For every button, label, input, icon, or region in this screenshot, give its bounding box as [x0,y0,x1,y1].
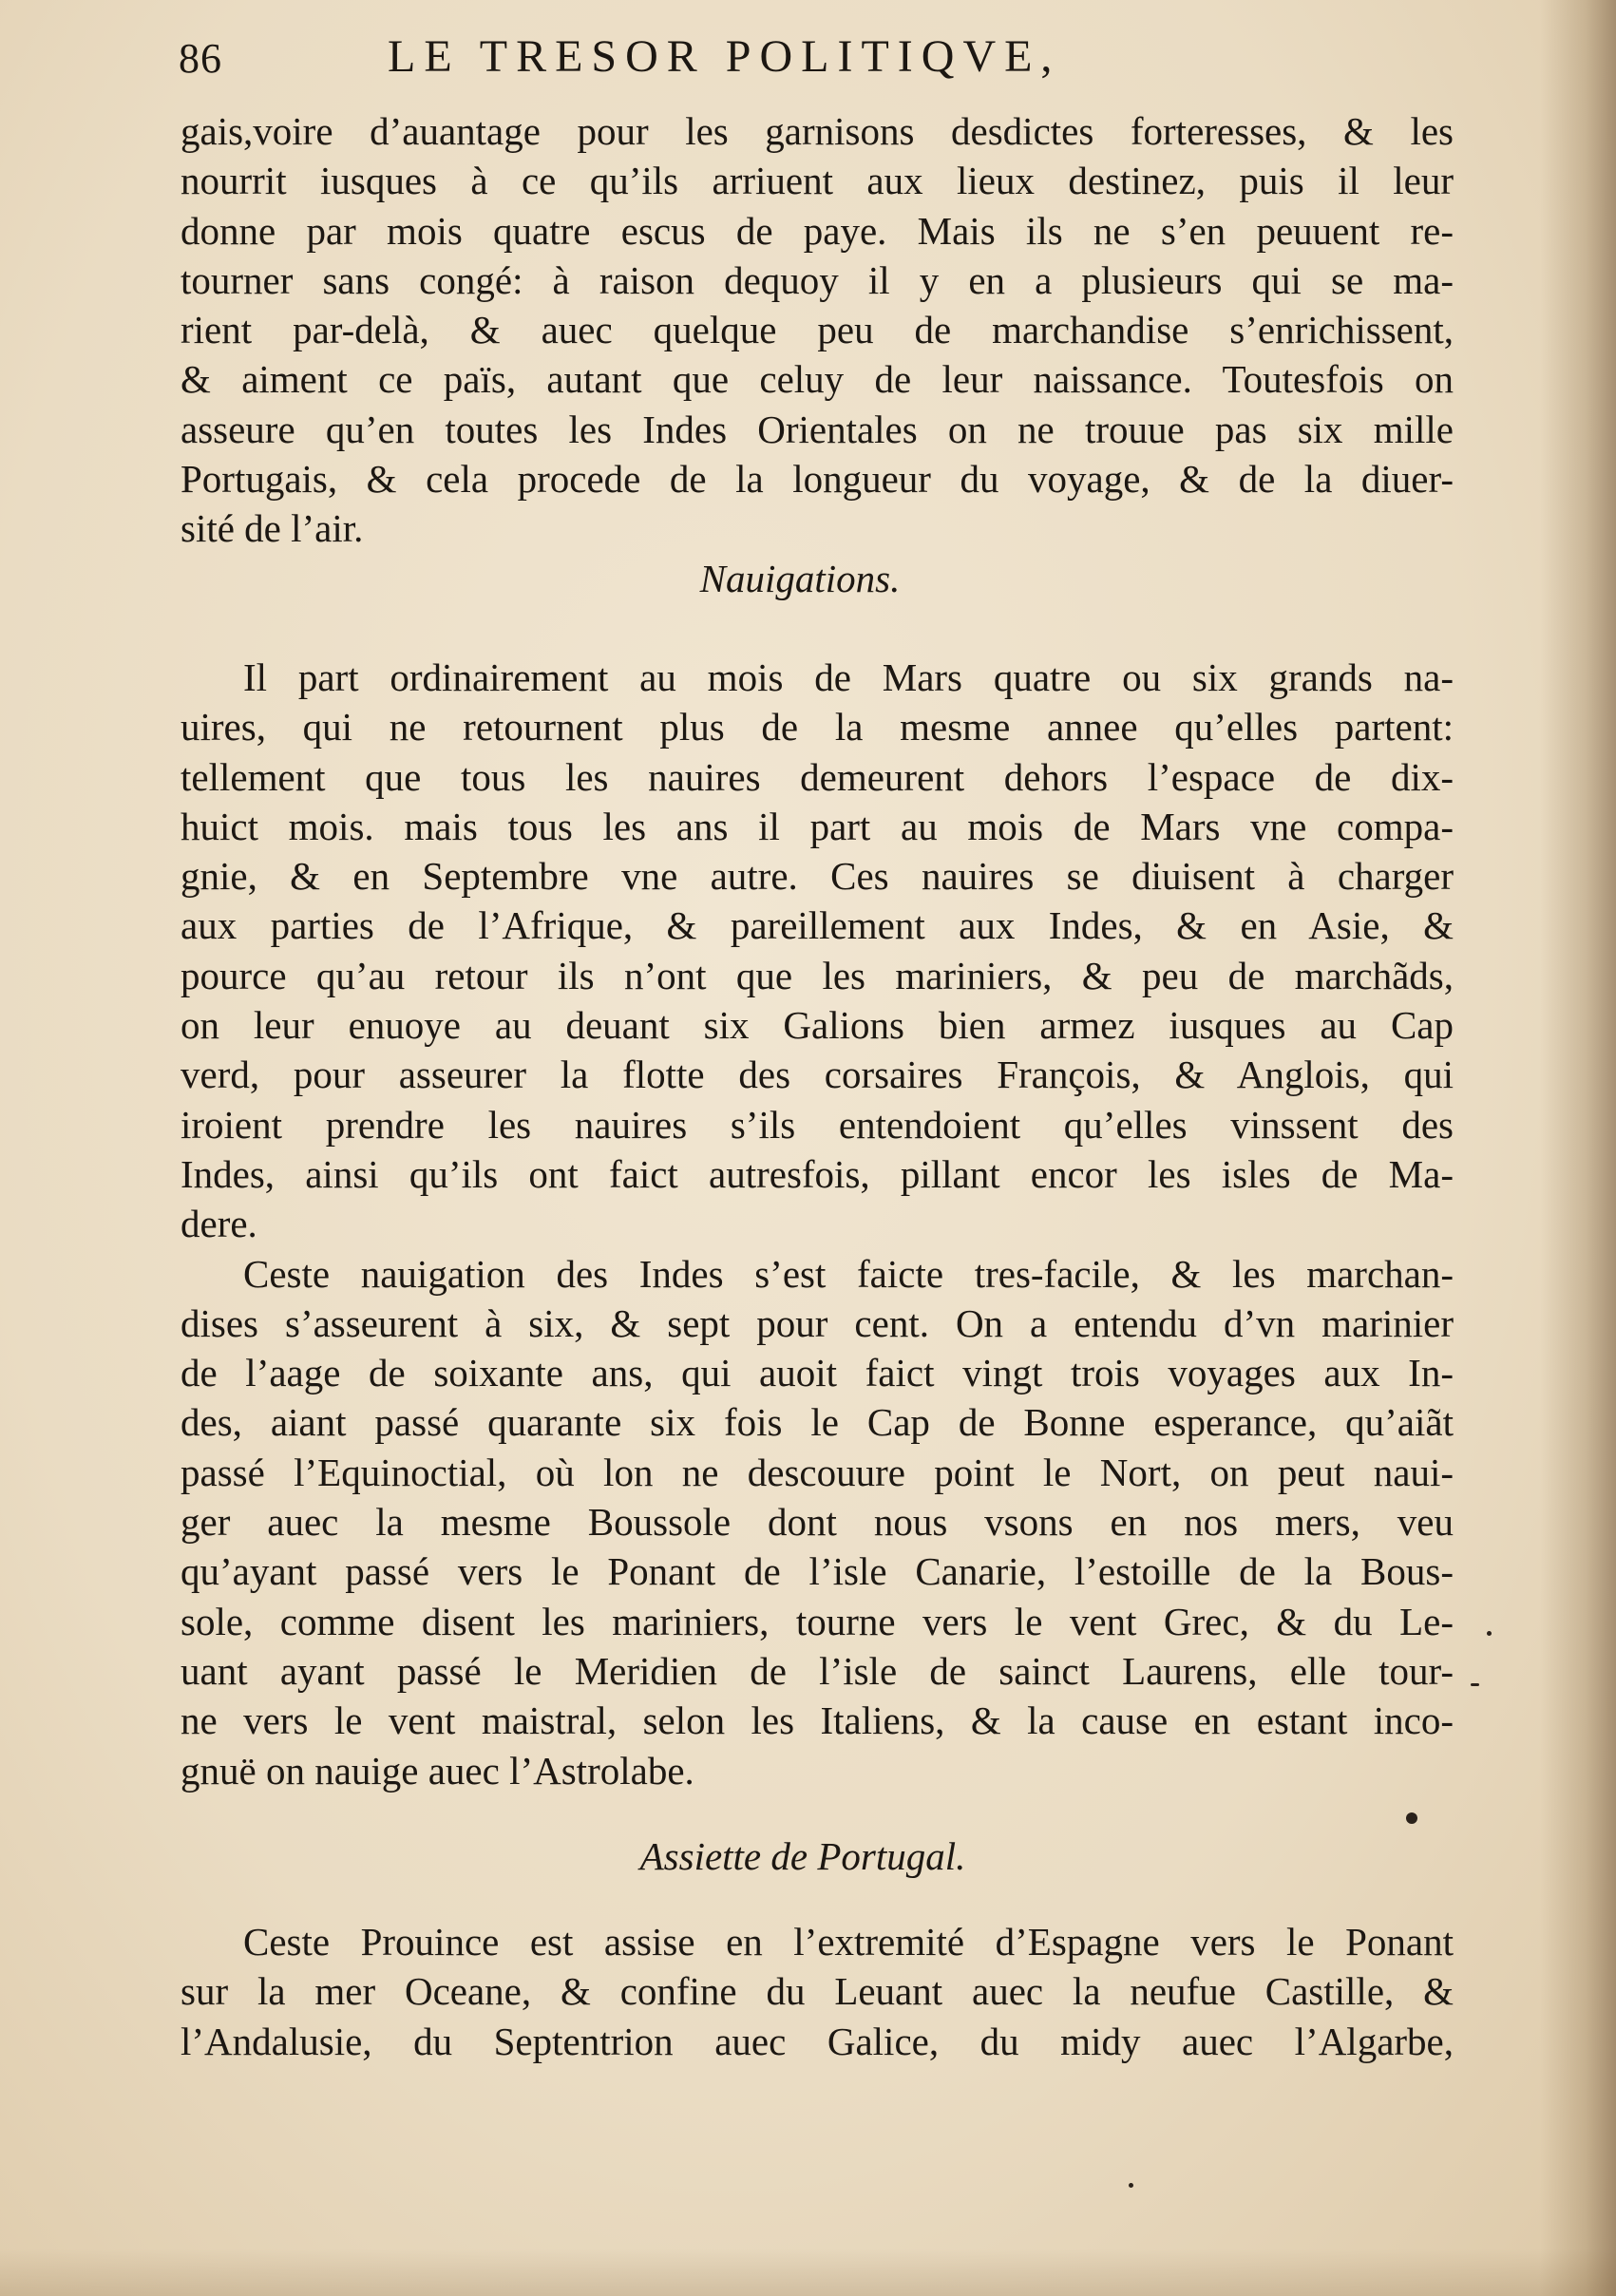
text-line: Indes, ainsi qu’ils ont faict autresfois, pillant encor les isles de Ma- [181,1151,1454,1196]
text-line: qu’ayant passé vers le Ponant de l’isle Canarie, l’estoille de la Bous- [181,1549,1454,1594]
ink-speck [1406,1812,1417,1824]
ink-speck [1471,1683,1479,1686]
section-heading-nauigations: Nauigations. [699,556,901,600]
text-line: uires, qui ne retournent plus de la mesme annee qu’elles partent: [181,705,1454,750]
text-line: pource qu’au retour ils n’ont que les mariniers, & peu de marchãds, [181,953,1454,997]
text-line: sole, comme disent les mariniers, tourne vers le vent Grec, & du Le- [181,1599,1454,1643]
paragraph-ceste-nauigation [181,1249,1454,1795]
ink-speck [1129,2183,1133,2188]
page-edge-shadow [1540,0,1616,2296]
page-number: 86 [179,35,222,82]
text-line: huict mois. mais tous les ans il part au mois de Mars vne compa- [181,804,1454,848]
text-line: uant ayant passé le Meridien de l’isle de sainct Laurens, elle tour- [181,1648,1454,1693]
paragraph-continuation [181,106,1454,554]
text-line: Ceste nauigation des Indes s’est faicte tres-facile, & les marchan- [243,1251,1454,1296]
text-line: de l’aage de soixante ans, qui auoit faict vingt trois voyages aux In- [181,1351,1454,1395]
text-line: tourner sans congé: à raison dequoy il y en a plusieurs qui se ma- [181,257,1454,302]
text-line: donne par mois quatre escus de paye. Mais ils ne s’en peuuent re- [181,208,1454,253]
ink-speck [1487,1631,1492,1636]
text-line: rient par-delà, & auec quelque peu de marchandise s’enrichissent, [181,308,1454,352]
text-line: on leur enuoye au deuant six Galions bien armez iusques au Cap [181,1003,1454,1048]
text-line: iroient prendre les nauires s’ils entendoient qu’elles vinssent des [181,1102,1454,1147]
text-line: tellement que tous les nauires demeurent dehors l’espace de dix- [181,754,1454,799]
paragraph-assiette [181,1917,1454,2066]
text-line: asseure qu’en toutes les Indes Orientales on ne trouue pas six mille [181,407,1454,451]
text-line: sité de l’air. [181,506,364,551]
text-line: ger auec la mesme Boussole dont nous vsons en nos mers, veu [181,1500,1454,1545]
section-heading-assiette: Assiette de Portugal. [639,1833,966,1878]
text-line: & aiment ce païs, autant que celuy de leur naissance. Toutesfois on [181,357,1454,402]
body-text [181,106,1454,2066]
page-header [179,27,1262,93]
text-line: Ceste Prouince est assise en l’extremité d’Espagne vers le Ponant [243,1920,1454,1964]
text-line: Il part ordinairement au mois de Mars quatre ou six grands na- [243,655,1454,699]
text-line: aux parties de l’Afrique, & pareillement aux Indes, & en Asie, & [181,903,1454,948]
text-line: gnuë on nauige auec l’Astrolabe. [181,1748,694,1793]
text-line: dises s’asseurent à six, & sept pour cent. On a entendu d’vn marinier [181,1300,1454,1345]
text-line: dere. [181,1202,257,1246]
spacer [181,1795,1454,1831]
paragraph-nauigations [181,653,1454,1249]
text-line: Portugais, & cela procede de la longueur du voyage, & de la diuer- [181,457,1454,502]
text-line: nourrit iusques à ce qu’ils arriuent aux lieux destinez, puis il leur [181,159,1454,203]
text-line: sur la mer Oceane, & confine du Leuant auec la neufue Castille, & [181,1969,1454,2014]
page-bottom-edge [0,2249,1616,2296]
text-line: passé l’Equinoctial, où lon ne descouure point le Nort, on peut naui- [181,1450,1454,1494]
text-line: ne vers le vent maistral, selon les Italiens, & la cause en estant inco- [181,1698,1454,1743]
spacer [181,603,1454,653]
text-line: gais,voire d’auantage pour les garnisons desdictes forteresses, & les [181,109,1454,153]
text-line: des, aiant passé quarante six fois le Cap de Bonne esperance, qu’aiãt [181,1400,1454,1445]
text-line: verd, pour asseurer la flotte des corsaires François, & Anglois, qui [181,1053,1454,1097]
text-line: gnie, & en Septembre vne autre. Ces nauires se diuisent à charger [181,854,1454,899]
text-line: l’Andalusie, du Septentrion auec Galice, du midy auec l’Algarbe, [181,2019,1454,2063]
spacer [181,1881,1454,1917]
running-title: LE TRESOR POLITIQVE, [388,31,1061,82]
